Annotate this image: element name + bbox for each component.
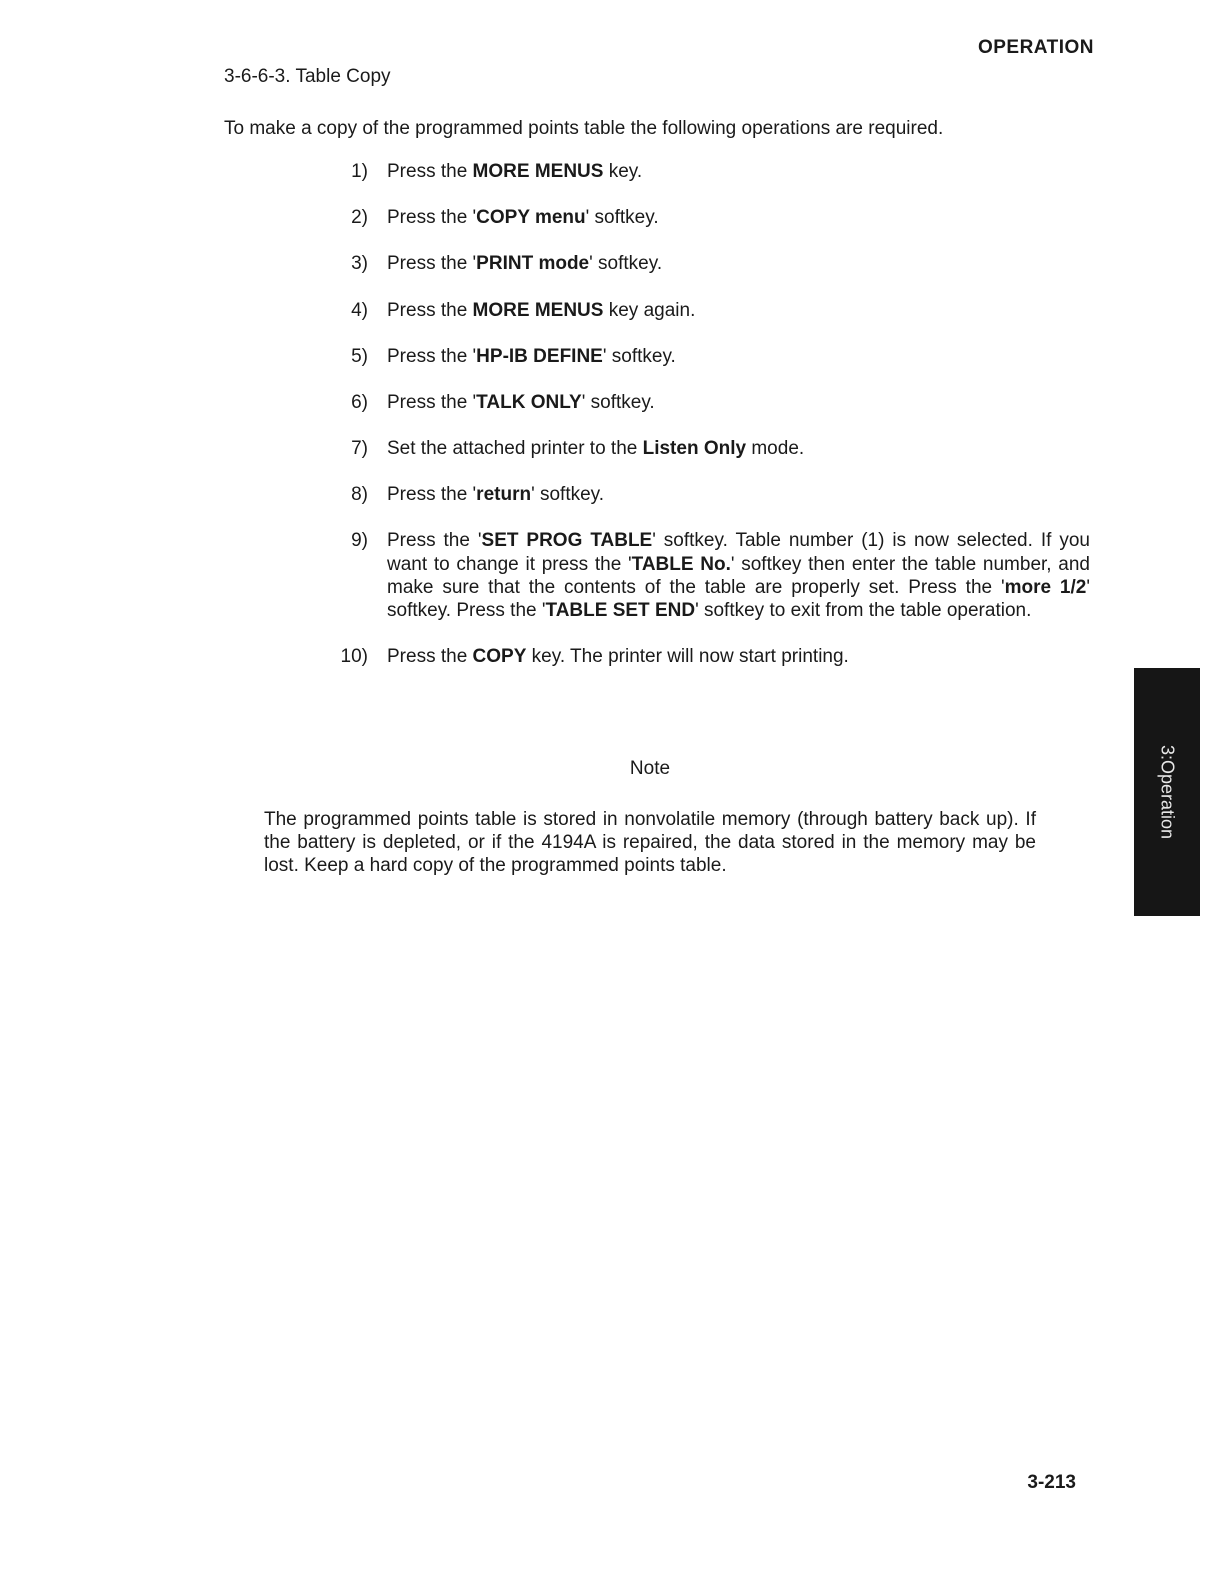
step-number: 1) xyxy=(351,161,368,182)
key-name: more 1/2 xyxy=(1004,576,1087,598)
step-text: Press the MORE MENUS key again. xyxy=(387,299,696,321)
chapter-side-tab-label: 3:Operation xyxy=(1157,744,1178,840)
procedure-step xyxy=(330,437,1090,460)
step-number: 2) xyxy=(351,207,368,229)
step-text: Press the 'PRINT mode' softkey. xyxy=(387,253,663,275)
key-name: HP-IB DEFINE xyxy=(476,345,603,367)
procedure-step xyxy=(330,345,1090,368)
procedure-step xyxy=(330,483,1090,506)
step-number: 8) xyxy=(351,484,368,506)
procedure-step xyxy=(330,252,1090,275)
procedure-step xyxy=(330,645,1090,668)
key-name: return xyxy=(476,484,532,506)
step-text: Press the 'return' softkey. xyxy=(387,484,605,506)
running-header: OPERATION xyxy=(977,37,1094,58)
procedure-step xyxy=(330,160,1090,183)
step-number: 10) xyxy=(340,646,368,668)
page-number: 3-213 xyxy=(1027,1472,1076,1493)
step-number: 6) xyxy=(351,391,368,413)
step-number: 5) xyxy=(351,345,368,367)
section-title: 3-6-6-3. Table Copy xyxy=(224,66,391,87)
step-text: Press the 'TALK ONLY' softkey. xyxy=(387,391,655,413)
procedure-step xyxy=(330,391,1090,414)
step-number: 4) xyxy=(351,299,368,321)
note-title: Note xyxy=(629,758,671,779)
key-name: MORE MENUS xyxy=(472,299,604,321)
step-number: 7) xyxy=(351,438,368,460)
intro-paragraph: To make a copy of the programmed points table the following operations are required. xyxy=(224,118,944,139)
key-name: COPY xyxy=(472,646,527,668)
procedure-steps xyxy=(330,160,1090,691)
key-name: TABLE No. xyxy=(631,553,731,575)
procedure-step xyxy=(330,299,1090,322)
step-text: Press the MORE MENUS key. xyxy=(387,161,643,182)
key-name: TALK ONLY xyxy=(476,391,582,413)
step-text: Press the 'SET PROG TABLE' softkey. Table number (1) is now selected. If you want to change it press the 'TABLE No.' softkey then enter the table number, and make sure that the contents of the table are properly set. Press the 'more 1/2' softkey. Press the 'TABLE SET END' softkey to exit from the table operation. xyxy=(387,530,1090,621)
step-number: 3) xyxy=(351,253,368,275)
key-name: COPY menu xyxy=(476,207,586,229)
step-text: Set the attached printer to the Listen Only mode. xyxy=(387,438,805,460)
key-name: PRINT mode xyxy=(476,253,590,275)
step-number: 9) xyxy=(351,530,368,552)
procedure-step xyxy=(330,206,1090,229)
key-name: MORE MENUS xyxy=(472,161,604,182)
step-text: Press the 'COPY menu' softkey. xyxy=(387,207,659,229)
step-text: Press the COPY key. The printer will now start printing. xyxy=(387,646,849,668)
chapter-side-tab xyxy=(1134,668,1200,916)
step-text: Press the 'HP-IB DEFINE' softkey. xyxy=(387,345,676,367)
key-name: TABLE SET END xyxy=(545,599,696,621)
procedure-step xyxy=(330,529,1090,622)
note-text: The programmed points table is stored in nonvolatile memory (through battery back up). If the battery is depleted, or if the 4194A is repaired, the data stored in the memory may be lost. Keep a hard copy of the programmed points table. xyxy=(264,809,1036,877)
key-name: SET PROG TABLE xyxy=(481,530,653,552)
key-name: Listen Only xyxy=(642,438,747,460)
